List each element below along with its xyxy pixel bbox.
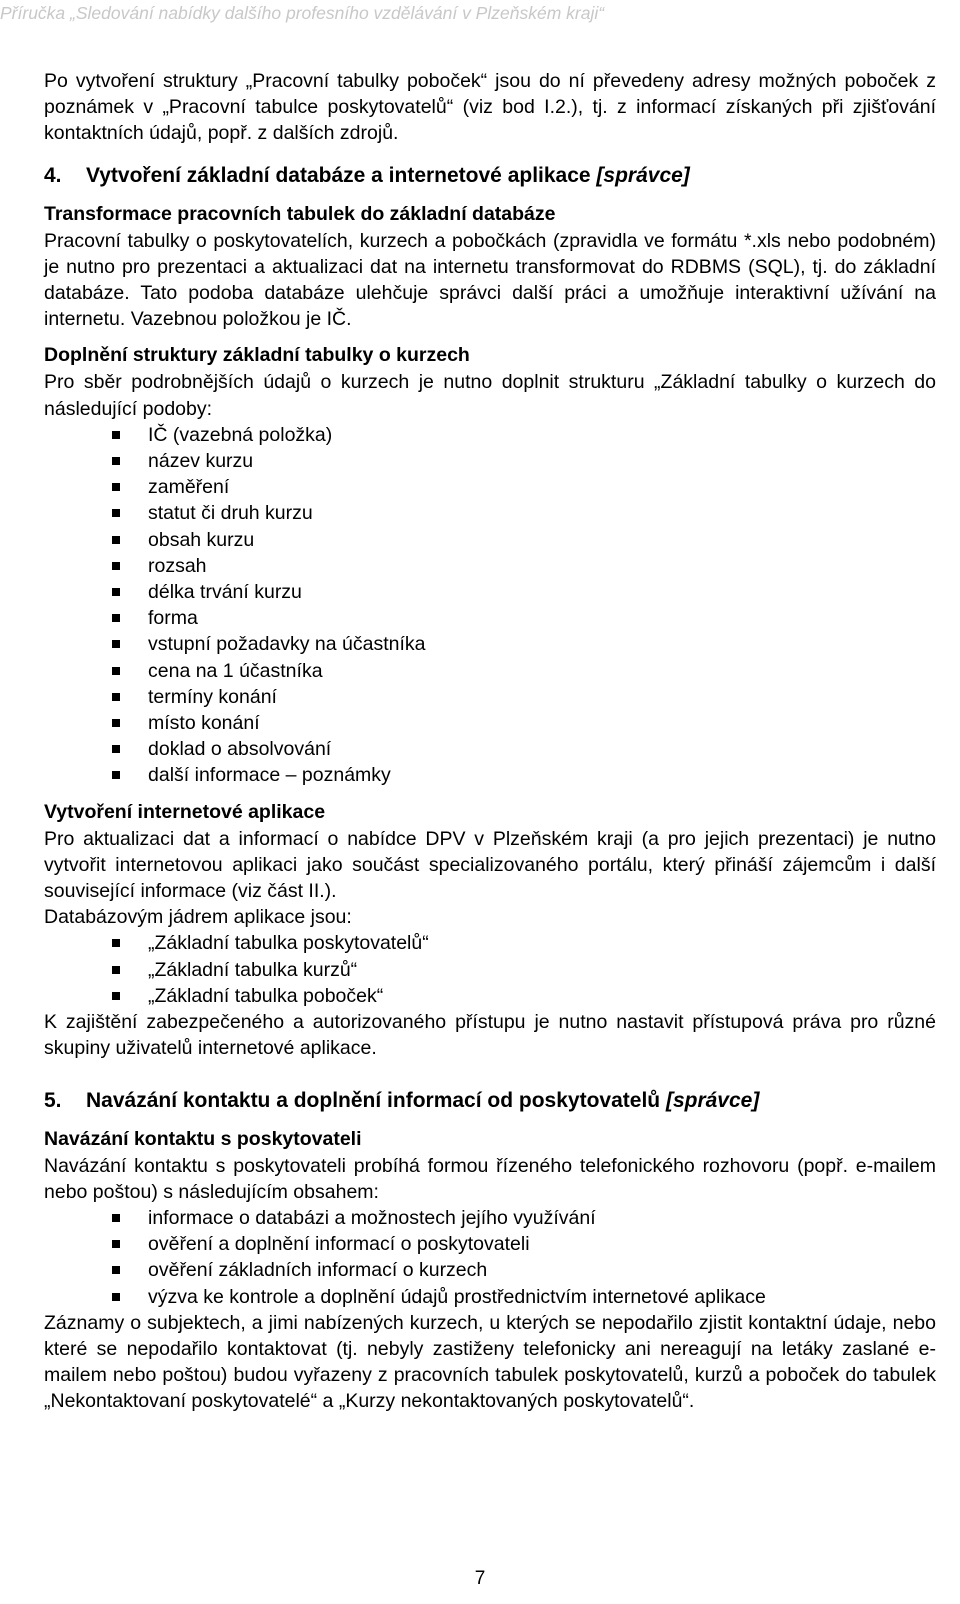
app-heading: Vytvoření internetové aplikace [44, 800, 326, 823]
square-bullet-icon [112, 939, 120, 947]
list-item: výzva ke kontrole a doplnění údajů prostřednictvím internetové aplikace [44, 1284, 936, 1310]
course-fields-list [44, 422, 936, 789]
page-content [44, 68, 936, 1415]
square-bullet-icon [112, 457, 120, 465]
intro-paragraph: Po vytvoření struktury „Pracovní tabulky poboček“ jsou do ní převedeny adresy možných poboček z poznámek v „Pracovní tabulce poskytovatelů“ (viz bod I.2.), tj. z informací získaných při zjišťování kontaktních údajů, popř. z dalších zdrojů. [44, 70, 936, 145]
core-tables-list [44, 930, 936, 1009]
square-bullet-icon [112, 745, 120, 753]
list-item: IČ (vazebná položka) [44, 422, 936, 448]
square-bullet-icon [112, 640, 120, 648]
square-bullet-icon [112, 719, 120, 727]
spacer [44, 147, 936, 161]
closing-paragraph: Záznamy o subjektech, a jimi nabízených kurzech, u kterých se nepodařilo zjistit kontaktní údaje, nebo které se nepodařilo kontaktovat (tj. nebyly zastiženy telefonicky ani nereagují na letáky zaslané e-mailem nebo poštou) budou vyřazeny z pracovních tabulek poskytovatelů, kurzů a poboček do tabulek „Nekontaktovaní poskytovatelé“ a „Kurzy nekontaktovaných poskytovatelů“. [44, 1311, 936, 1413]
list-item: ověření a doplnění informací o poskytovateli [44, 1231, 936, 1257]
list-item: ověření základních informací o kurzech [44, 1257, 936, 1283]
square-bullet-icon [112, 562, 120, 570]
square-bullet-icon [112, 1240, 120, 1248]
list-item: rozsah [44, 553, 936, 579]
square-bullet-icon [112, 509, 120, 517]
square-bullet-icon [112, 1214, 120, 1222]
spacer [44, 332, 936, 342]
list-item: obsah kurzu [44, 527, 936, 553]
square-bullet-icon [112, 992, 120, 1000]
contact-heading: Navázání kontaktu s poskytovateli [44, 1127, 362, 1150]
list-item: „Základní tabulka poskytovatelů“ [44, 930, 936, 956]
section-4-role: [správce] [596, 163, 690, 187]
square-bullet-icon [112, 536, 120, 544]
list-item: délka trvání kurzu [44, 579, 936, 605]
section-5-heading [44, 1086, 936, 1116]
section-5-role: [správce] [665, 1088, 760, 1112]
section-5-title [86, 1086, 759, 1116]
spacer [44, 1076, 936, 1086]
list-item: místo konání [44, 710, 936, 736]
app-paragraph: Pro aktualizaci dat a informací o nabídce DPV v Plzeňském kraji (a pro jejich prezentaci) je nutno vytvořit internetovou aplikaci jako součást specializovaného portálu, který přináší zájemcům i další související informace (viz část II.). [44, 827, 936, 903]
square-bullet-icon [112, 614, 120, 622]
section-4-heading [44, 161, 936, 191]
list-item: název kurzu [44, 448, 936, 474]
page-number: 7 [474, 1568, 486, 1589]
square-bullet-icon [112, 693, 120, 701]
section-4-number: 4. [44, 163, 62, 187]
square-bullet-icon [112, 771, 120, 779]
app-core-label: Databázovým jádrem aplikace jsou: [44, 906, 352, 929]
transform-paragraph: Pracovní tabulky o poskytovatelích, kurzech a pobočkách (zpravidla ve formátu *.xls nebo podobném) je nutno pro prezentaci a aktualizaci dat na internetu transformovat do RDBMS (SQL), tj. do základní databáze. Tato podoba databáze ulehčuje správci další práci a umožňuje interaktivní užívání na internetu. Vazebnou položkou je IČ. [44, 229, 936, 331]
spacer [44, 1062, 936, 1076]
transform-heading: Transformace pracovních tabulek do základní databáze [44, 202, 556, 225]
list-item: forma [44, 605, 936, 631]
section-5-title-text: Navázání kontaktu a doplnění informací od poskytovatelů [86, 1088, 666, 1112]
section-4-title [86, 161, 690, 191]
square-bullet-icon [112, 588, 120, 596]
list-item: „Základní tabulka poboček“ [44, 983, 936, 1009]
list-item: cena na 1 účastníka [44, 658, 936, 684]
spacer [44, 191, 936, 201]
list-item: vstupní požadavky na účastníka [44, 631, 936, 657]
access-paragraph: K zajištění zabezpečeného a autorizovaného přístupu je nutno nastavit přístupová práva pro různé skupiny uživatelů internetové aplikace. [44, 1011, 936, 1060]
list-item: „Základní tabulka kurzů“ [44, 957, 936, 983]
list-item: doklad o absolvování [44, 736, 936, 762]
spacer [44, 789, 936, 799]
list-item: další informace – poznámky [44, 762, 936, 788]
list-item: zaměření [44, 474, 936, 500]
square-bullet-icon [112, 1293, 120, 1301]
square-bullet-icon [112, 667, 120, 675]
square-bullet-icon [112, 431, 120, 439]
square-bullet-icon [112, 966, 120, 974]
contact-content-list [44, 1205, 936, 1310]
structure-paragraph: Pro sběr podrobnějších údajů o kurzech je nutno doplnit strukturu „Základní tabulky o kurzech do následující podoby: [44, 371, 936, 420]
list-item: informace o databázi a možnostech jejího využívání [44, 1205, 936, 1231]
section-5-number: 5. [44, 1088, 62, 1112]
square-bullet-icon [112, 1266, 120, 1274]
spacer [44, 1116, 936, 1126]
square-bullet-icon [112, 483, 120, 491]
list-item: termíny konání [44, 684, 936, 710]
list-item: statut či druh kurzu [44, 500, 936, 526]
running-header: Příručka „Sledování nabídky dalšího profesního vzdělávání v Plzeňském kraji“ [0, 3, 605, 23]
contact-paragraph: Navázání kontaktu s poskytovateli probíhá formou řízeného telefonického rozhovoru (popř. e-mailem nebo poštou) s následujícím obsahem: [44, 1154, 936, 1203]
structure-heading: Doplnění struktury základní tabulky o kurzech [44, 344, 470, 367]
section-4-title-text: Vytvoření základní databáze a internetové aplikace [86, 163, 597, 187]
